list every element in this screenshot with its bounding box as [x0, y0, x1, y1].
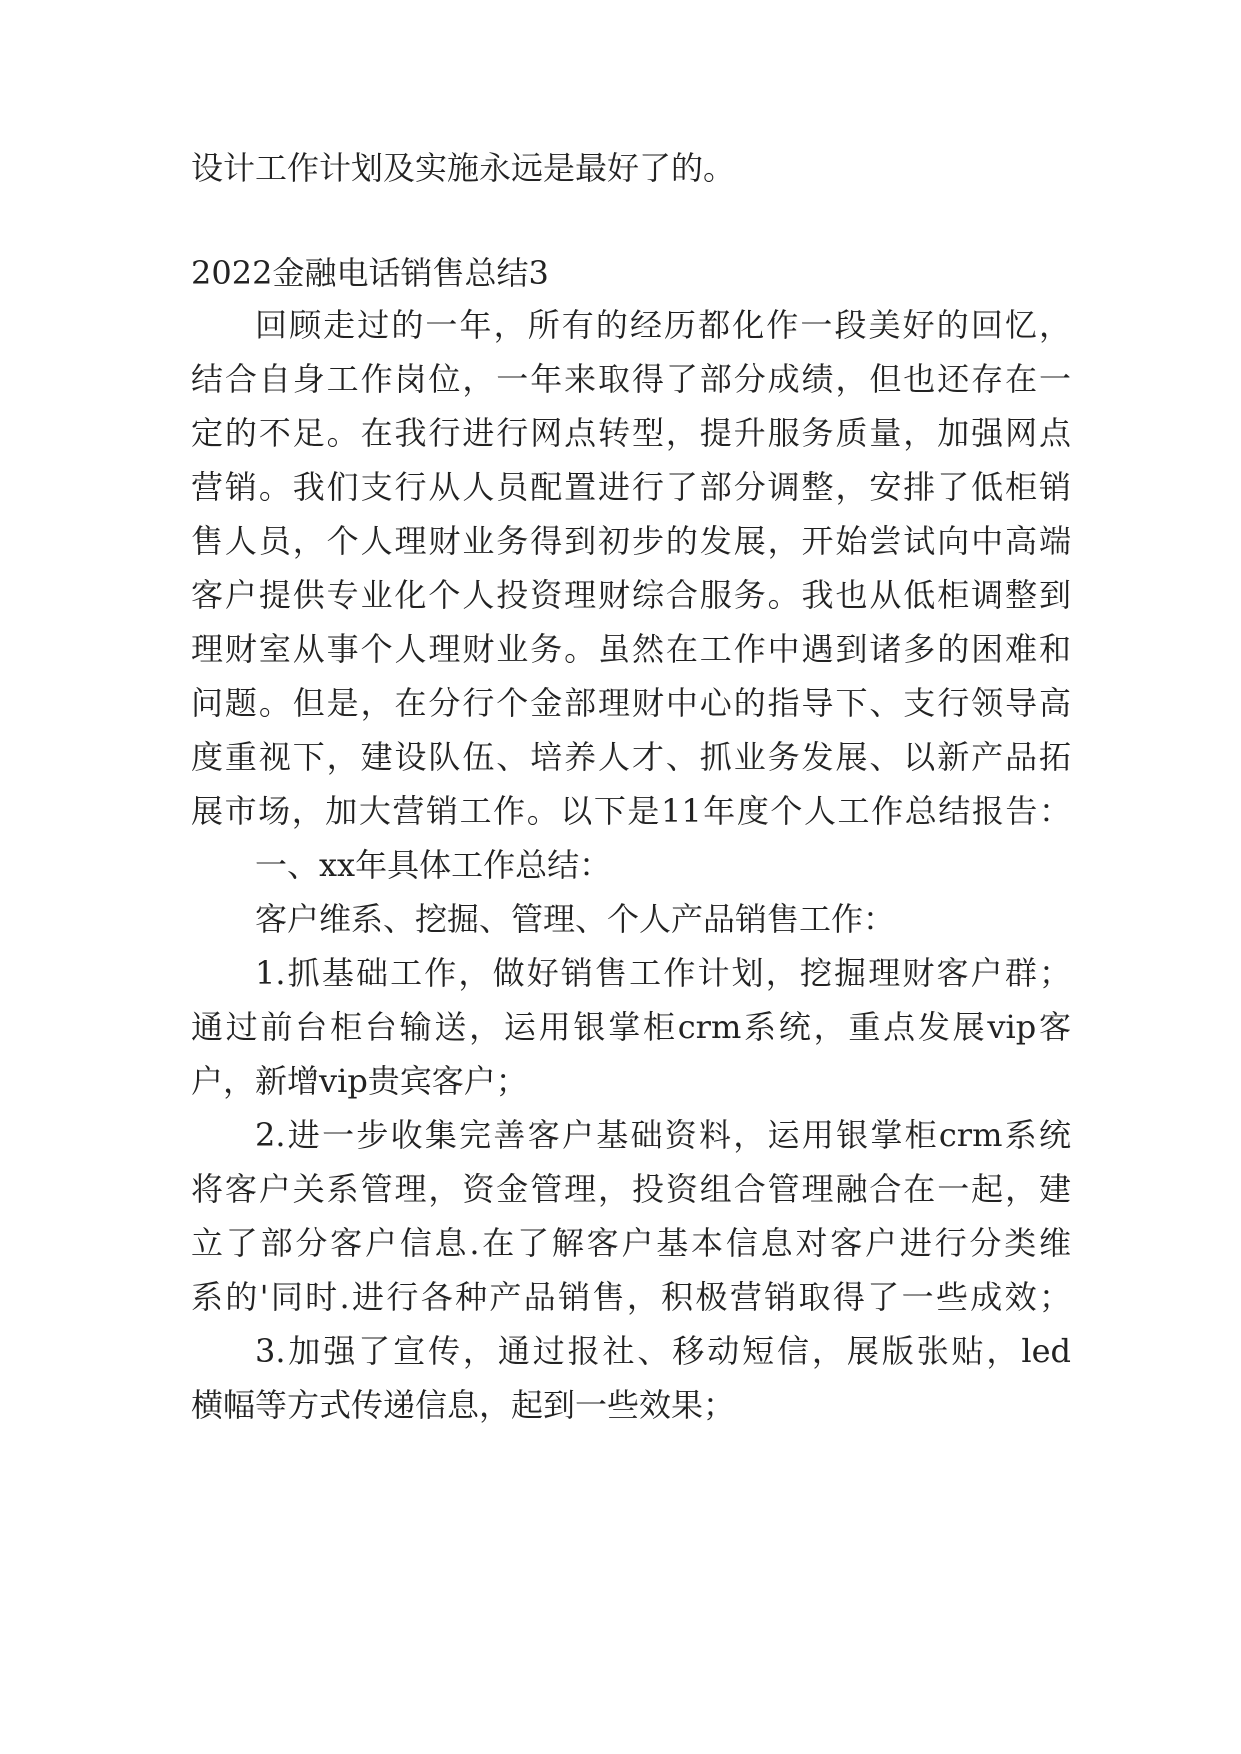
paragraph-line: 营销。我们支行从人员配置进行了部分调整，安排了低柜销	[191, 468, 1071, 506]
paragraph-line: 通过前台柜台输送，运用银掌柜crm系统，重点发展vip客	[191, 1008, 1071, 1046]
paragraph-line: 1.抓基础工作，做好销售工作计划，挖掘理财客户群；	[255, 954, 1071, 992]
paragraph-line: 户，新增vip贵宾客户；	[191, 1062, 528, 1100]
paragraph-line: 回顾走过的一年，所有的经历都化作一段美好的回忆，	[255, 306, 1071, 344]
paragraph-line: 将客户关系管理，资金管理，投资组合管理融合在一起，建	[191, 1170, 1071, 1208]
paragraph-line: 立了部分客户信息.在了解客户基本信息对客户进行分类维	[191, 1224, 1071, 1262]
section-heading: 2022金融电话销售总结3	[191, 254, 549, 292]
paragraph-line: 定的不足。在我行进行网点转型，提升服务质量，加强网点	[191, 414, 1071, 452]
paragraph-line: 客户维系、挖掘、管理、个人产品销售工作：	[255, 900, 896, 938]
paragraph-line: 横幅等方式传递信息，起到一些效果；	[191, 1386, 736, 1424]
paragraph-line: 一、xx年具体工作总结：	[255, 846, 612, 884]
paragraph-line: 2.进一步收集完善客户基础资料，运用银掌柜crm系统	[255, 1116, 1071, 1154]
paragraph-line: 系的'同时.进行各种产品销售，积极营销取得了一些成效；	[191, 1278, 1071, 1316]
paragraph-line: 客户提供专业化个人投资理财综合服务。我也从低柜调整到	[191, 576, 1071, 614]
paragraph-line: 售人员，个人理财业务得到初步的发展，开始尝试向中高端	[191, 522, 1071, 560]
paragraph-line: 理财室从事个人理财业务。虽然在工作中遇到诸多的困难和	[191, 630, 1071, 668]
paragraph-line: 度重视下，建设队伍、培养人才、抓业务发展、以新产品拓	[191, 738, 1071, 776]
paragraph-line: 展市场，加大营销工作。以下是11年度个人工作总结报告：	[191, 792, 1071, 830]
paragraph-line: 问题。但是，在分行个金部理财中心的指导下、支行领导高	[191, 684, 1071, 722]
paragraph-line: 结合自身工作岗位，一年来取得了部分成绩，但也还存在一	[191, 360, 1071, 398]
paragraph-line: 设计工作计划及实施永远是最好了的。	[191, 149, 736, 187]
paragraph-line: 3.加强了宣传，通过报社、移动短信，展版张贴，led	[255, 1332, 1071, 1370]
